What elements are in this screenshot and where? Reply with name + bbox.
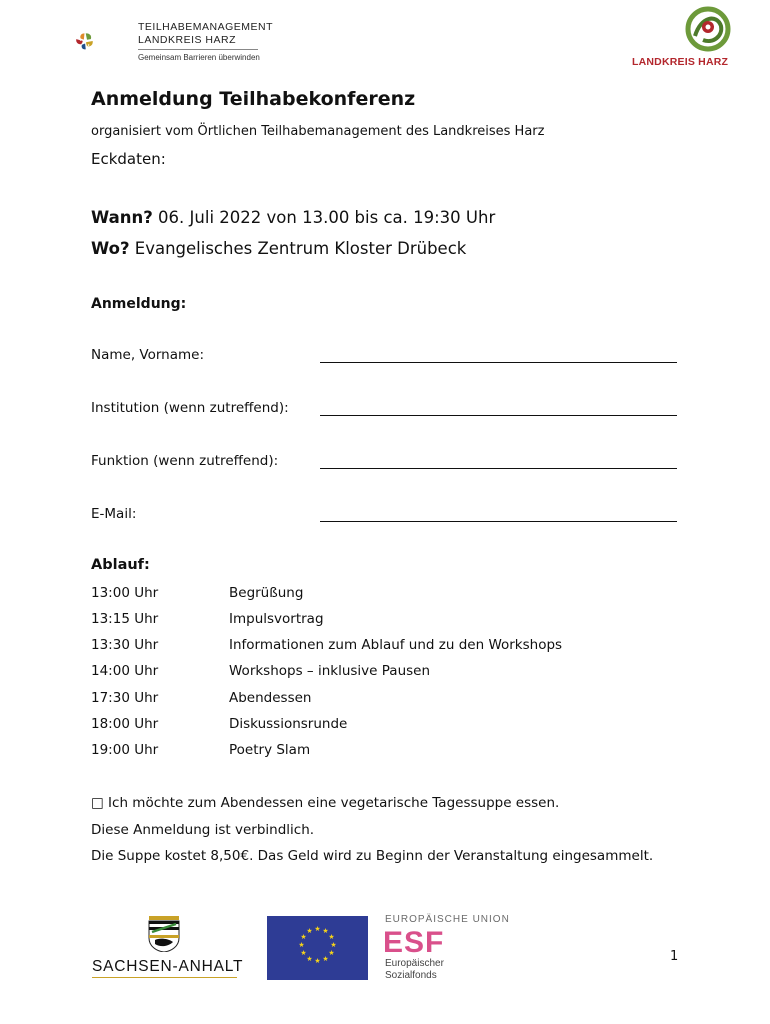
schedule-item: Workshops – inklusive Pausen [229, 663, 431, 679]
vegetarian-option [91, 795, 559, 811]
svg-text:★: ★ [322, 927, 329, 935]
teilhabemanagement-logo-icon [75, 13, 135, 69]
institution-field-label: Institution (wenn zutreffend): [91, 400, 289, 416]
function-field-label: Funktion (wenn zutreffend): [91, 453, 279, 469]
esf-subtitle-line1: Europäischer [385, 958, 444, 969]
name-field[interactable] [320, 362, 677, 363]
tm-logo-line2: LANDKREIS HARZ [138, 34, 237, 46]
eu-stars-icon [267, 916, 368, 980]
landkreis-harz-logo-icon [683, 6, 733, 54]
event-date-value: 06. Juli 2022 von 13.00 bis ca. 19:30 Uhr [152, 208, 496, 227]
svg-text:★: ★ [314, 925, 321, 933]
schedule-item: Abendessen [229, 690, 312, 706]
schedule-time: 13:15 Uhr [91, 611, 159, 627]
schedule-time: 13:00 Uhr [91, 585, 159, 601]
svg-text:★: ★ [322, 955, 329, 963]
tm-logo-line1: TEILHABEMANAGEMENT [138, 21, 274, 33]
svg-text:★: ★ [306, 927, 313, 935]
svg-text:★: ★ [300, 949, 307, 957]
svg-text:★: ★ [330, 941, 337, 949]
email-field[interactable] [320, 521, 677, 522]
anmeldung-heading: Anmeldung: [91, 296, 187, 312]
schedule-item: Begrüßung [229, 585, 304, 601]
sachsen-anhalt-underline [92, 977, 237, 978]
svg-text:★: ★ [328, 949, 335, 957]
tm-logo-slogan: Gemeinsam Barrieren überwinden [138, 53, 260, 62]
function-field[interactable] [320, 468, 677, 469]
schedule-item: Informationen zum Ablauf und zu den Workshops [229, 637, 563, 653]
svg-text:★: ★ [306, 955, 313, 963]
svg-text:★: ★ [328, 933, 335, 941]
eu-flag-icon [267, 916, 368, 980]
esf-subtitle-line2: Sozialfonds [385, 970, 437, 981]
esf-logo-text: ESF [383, 926, 445, 959]
name-field-label: Name, Vorname: [91, 347, 205, 363]
schedule-heading: Ablauf: [91, 557, 150, 573]
schedule-item: Diskussionsrunde [229, 716, 348, 732]
event-location [91, 239, 466, 258]
tm-logo-divider [138, 49, 258, 50]
eckdaten-heading: Eckdaten: [91, 150, 166, 168]
vegetarian-option-label: Ich möchte zum Abendessen eine vegetarische Tagessuppe essen. [103, 795, 560, 811]
schedule-time: 18:00 Uhr [91, 716, 159, 732]
sachsen-anhalt-coat-of-arms-icon [147, 916, 181, 952]
schedule-time: 13:30 Uhr [91, 637, 159, 653]
event-location-label: Wo? [91, 239, 130, 258]
sachsen-anhalt-text: SACHSEN-ANHALT [92, 958, 244, 975]
schedule-item: Poetry Slam [229, 742, 311, 758]
eu-label: EUROPÄISCHE UNION [385, 914, 510, 925]
svg-text:★: ★ [298, 941, 305, 949]
landkreis-harz-logo-text: LANDKREIS HARZ [632, 56, 729, 68]
document-title: Anmeldung Teilhabekonferenz [91, 88, 416, 110]
svg-text:★: ★ [314, 957, 321, 965]
price-note: Die Suppe kostet 8,50€. Das Geld wird zu Beginn der Veranstaltung eingesammelt. [91, 848, 654, 864]
binding-note: Diese Anmeldung ist verbindlich. [91, 822, 315, 838]
schedule-item: Impulsvortrag [229, 611, 324, 627]
schedule-time: 14:00 Uhr [91, 663, 159, 679]
document-subtitle: organisiert vom Örtlichen Teilhabemanagement des Landkreises Harz [91, 124, 545, 139]
schedule-time: 19:00 Uhr [91, 742, 159, 758]
page-number: 1 [670, 949, 679, 964]
schedule-time: 17:30 Uhr [91, 690, 159, 706]
institution-field[interactable] [320, 415, 677, 416]
email-field-label: E-Mail: [91, 506, 137, 522]
vegetarian-checkbox[interactable]: □ [91, 795, 104, 811]
svg-text:★: ★ [300, 933, 307, 941]
event-date [91, 208, 495, 227]
event-date-label: Wann? [91, 208, 153, 227]
event-location-value: Evangelisches Zentrum Kloster Drübeck [129, 239, 467, 258]
